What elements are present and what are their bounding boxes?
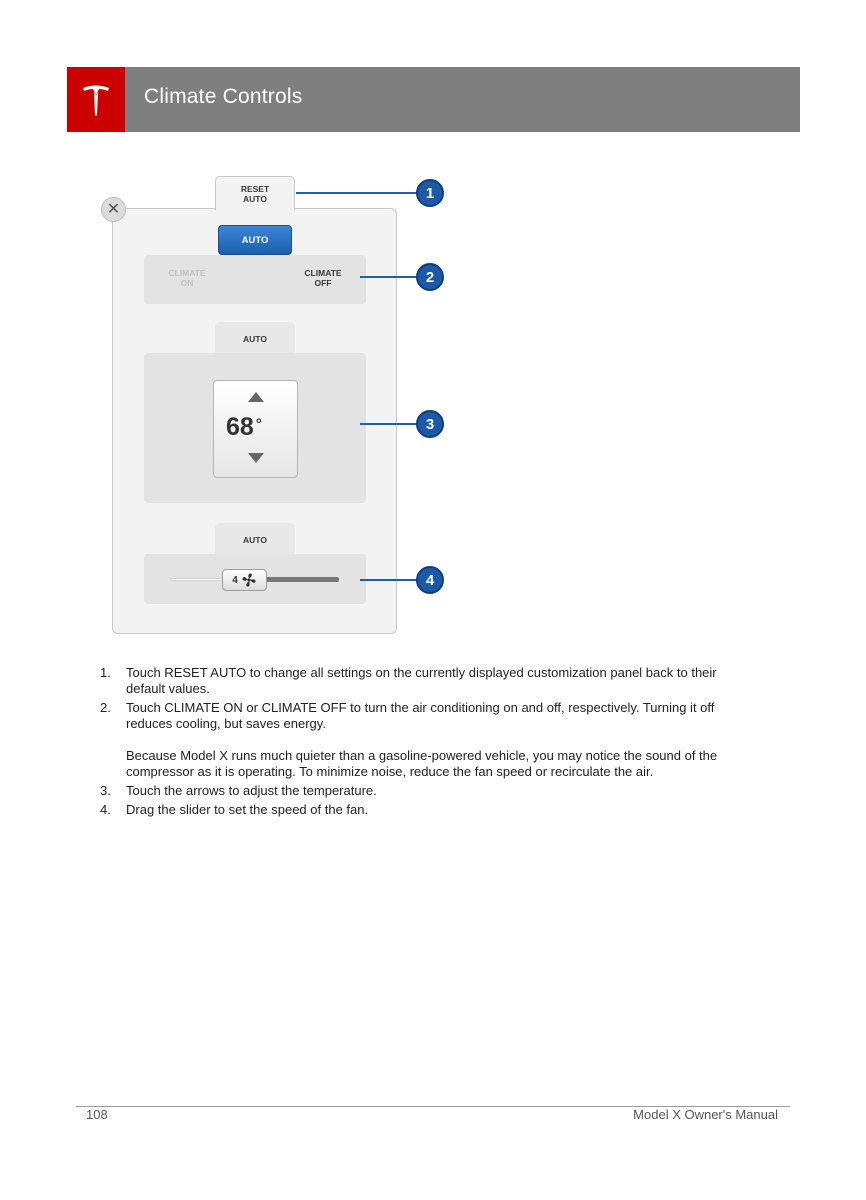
reset-auto-label-line1: RESET xyxy=(240,183,270,194)
fan-slider-handle[interactable] xyxy=(222,569,267,591)
list-text: Touch the arrows to adjust the temperature. xyxy=(126,783,377,798)
callout-1: 1 xyxy=(416,179,444,207)
list-number: 4. xyxy=(100,802,111,817)
callout-2: 2 xyxy=(416,263,444,291)
callout-line-2 xyxy=(360,276,418,278)
degree-symbol: ° xyxy=(255,416,262,433)
page-title: Climate Controls xyxy=(144,85,303,108)
temperature-auto-tab[interactable]: AUTO xyxy=(215,322,295,355)
callout-line-3 xyxy=(360,423,418,425)
climate-auto-button[interactable]: AUTO xyxy=(218,225,292,255)
climate-on-line1: CLIMATE xyxy=(168,268,206,278)
list-text: Touch CLIMATE ON or CLIMATE OFF to turn the air conditioning on and off, respectively. Turning it off reduces cooling, but saves energy. xyxy=(126,700,715,731)
climate-off-line2: OFF xyxy=(314,278,332,288)
temperature-readout xyxy=(226,412,286,442)
reset-auto-button[interactable] xyxy=(215,176,295,210)
reset-auto-label-line2: AUTO xyxy=(243,193,267,204)
fan-icon xyxy=(241,572,257,588)
climate-on-button[interactable] xyxy=(150,268,224,288)
callout-4: 4 xyxy=(416,566,444,594)
page-number: 108 xyxy=(86,1107,108,1122)
list-number: 3. xyxy=(100,783,111,798)
climate-off-line1: CLIMATE xyxy=(304,268,342,278)
list-item xyxy=(100,802,720,818)
fan-slider-track-filled[interactable] xyxy=(264,577,339,582)
list-item xyxy=(100,700,720,780)
manual-title: Model X Owner's Manual xyxy=(633,1107,778,1122)
temperature-up-arrow-icon[interactable] xyxy=(248,392,264,402)
callout-line-1 xyxy=(296,192,418,194)
fan-slider-track-empty[interactable] xyxy=(170,578,226,581)
temperature-down-arrow-icon[interactable] xyxy=(248,453,264,463)
callout-3: 3 xyxy=(416,410,444,438)
callout-line-4 xyxy=(360,579,418,581)
close-icon[interactable]: ✕ xyxy=(101,197,126,222)
list-text: Drag the slider to set the speed of the fan. xyxy=(126,802,369,817)
list-item xyxy=(100,783,720,799)
temperature-value: 68 xyxy=(226,413,254,441)
climate-off-button[interactable] xyxy=(286,268,360,288)
fan-auto-tab[interactable]: AUTO xyxy=(215,523,295,556)
fan-speed-value: 4 xyxy=(232,574,238,586)
list-text: Touch RESET AUTO to change all settings on the currently displayed customization panel back to their default values. xyxy=(126,665,717,696)
list-note: Because Model X runs much quieter than a gasoline-powered vehicle, you may notice the sound of the compressor as it is operating. To minimize noise, reduce the fan speed or recirculate the air. xyxy=(126,748,718,779)
instruction-list xyxy=(100,665,720,821)
list-number: 2. xyxy=(100,700,111,715)
list-number: 1. xyxy=(100,665,111,680)
list-item xyxy=(100,665,720,697)
climate-on-line2: ON xyxy=(180,278,194,288)
